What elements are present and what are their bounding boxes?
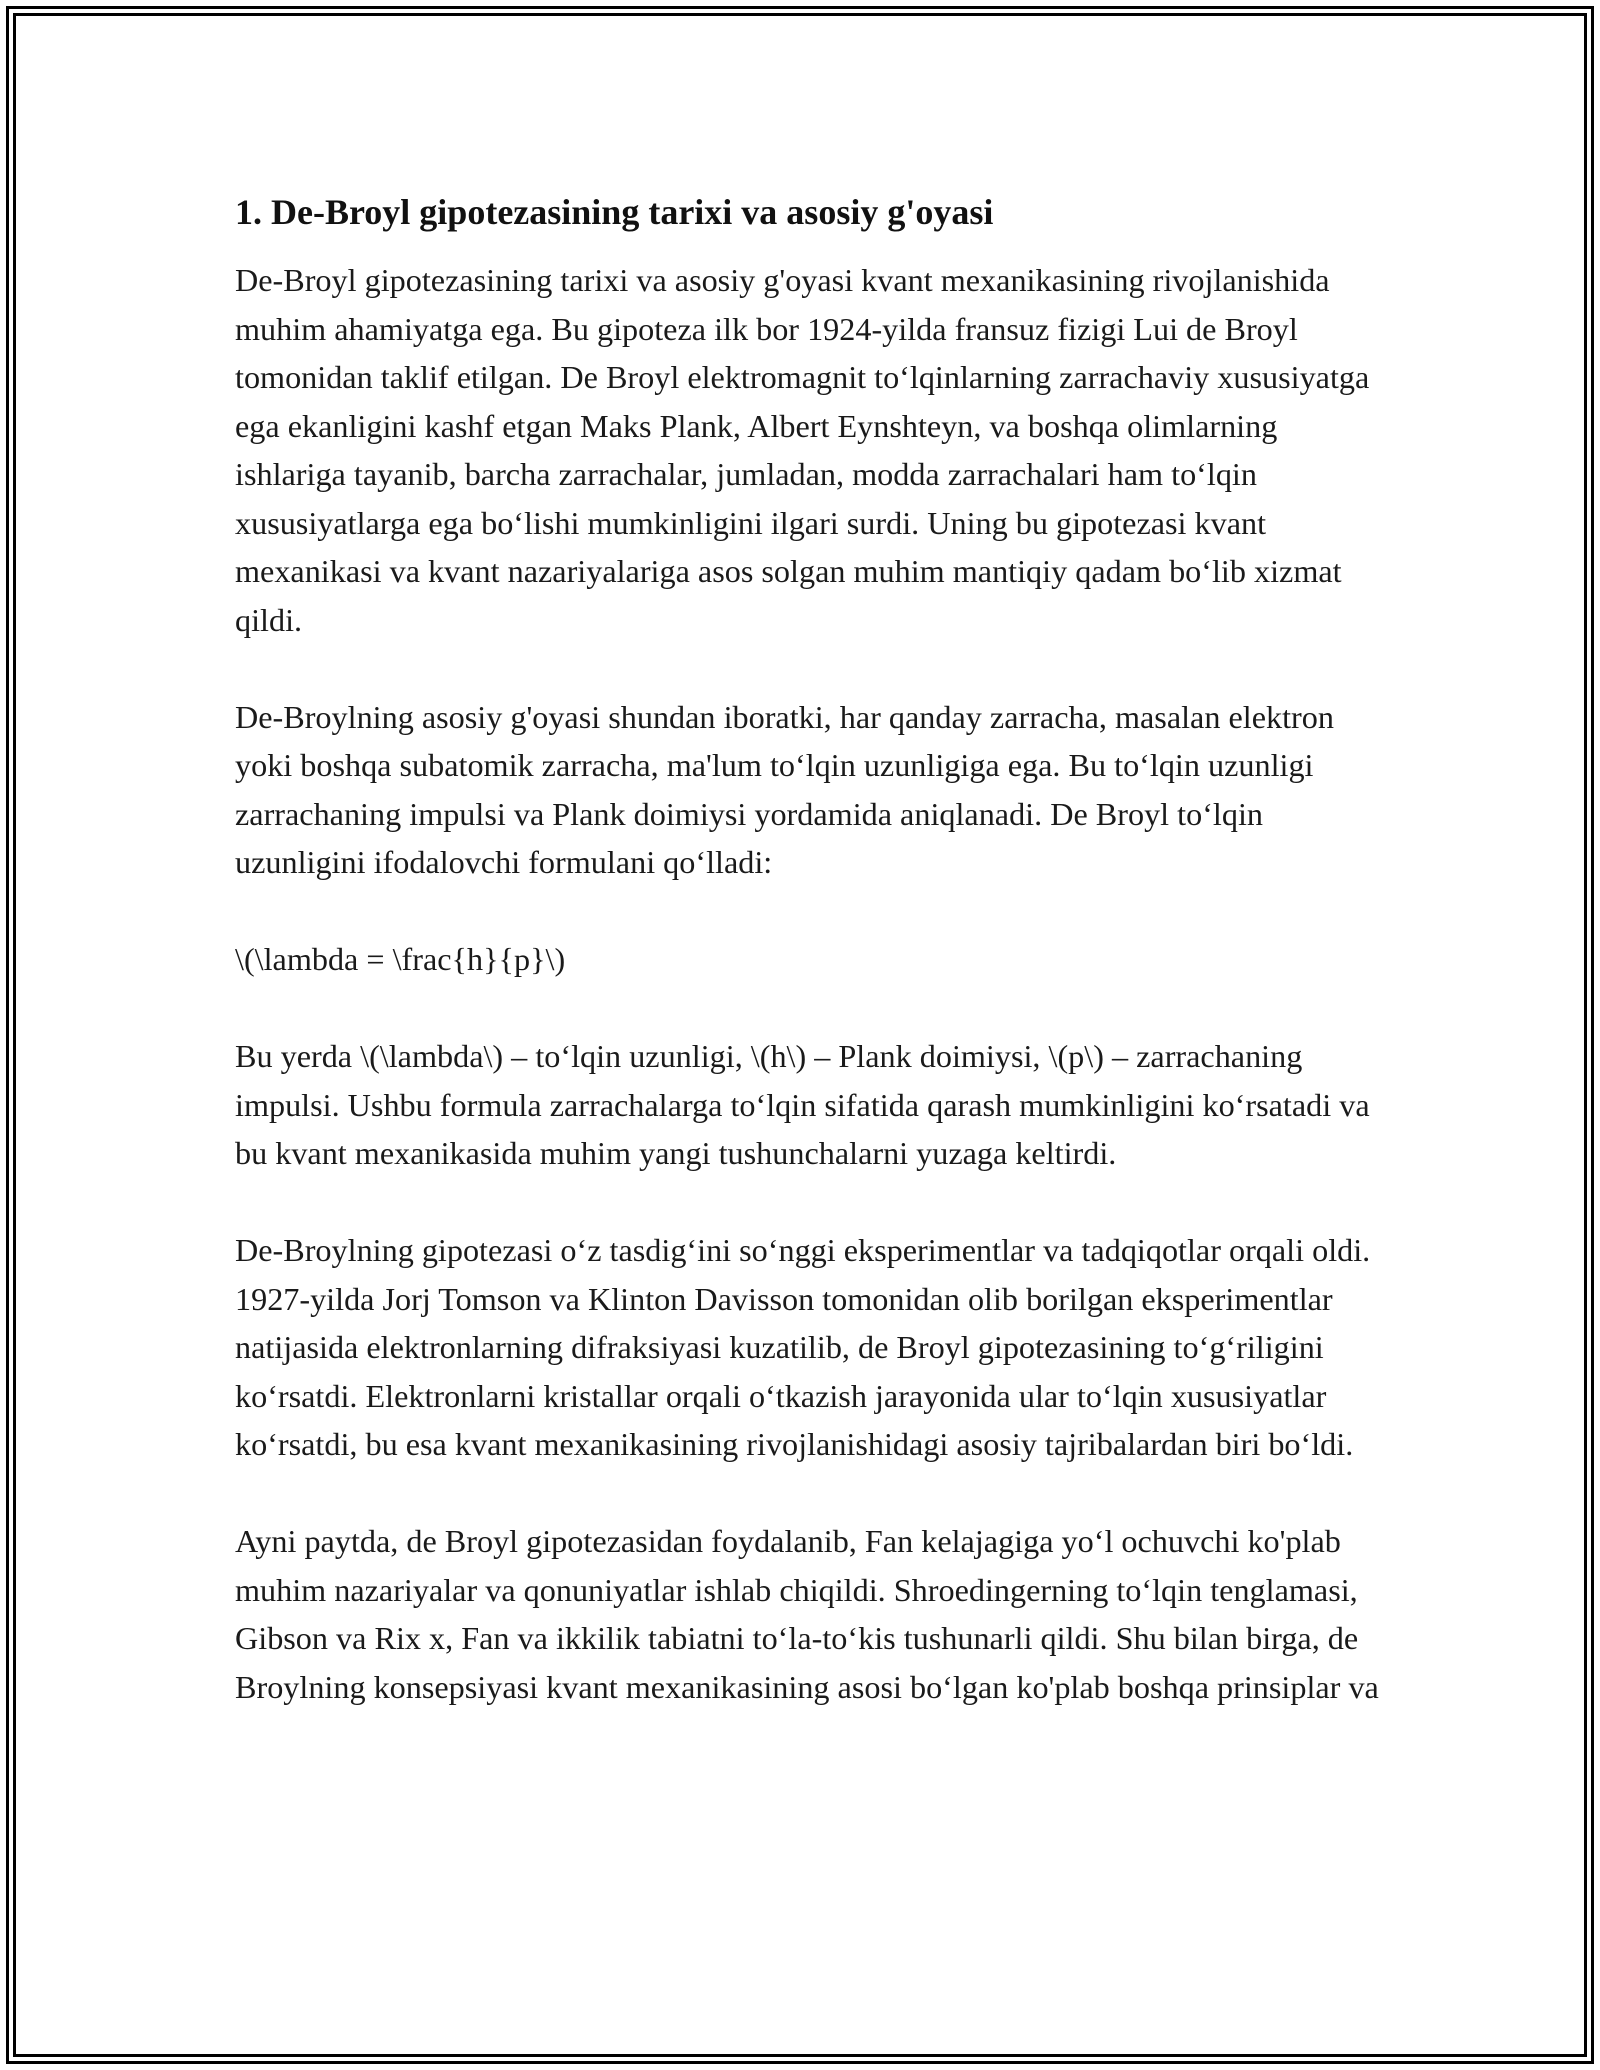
- paragraph-consequences: Ayni paytda, de Broyl gipotezasidan foydalanib, Fan kelajagiga yo‘l ochuvchi ko'plab muhim nazariyalar va qonuniyatlar ishlab chiqildi. Shroedingerning to‘lqin tenglamasi, Gibson va Rix x, Fan va ikkilik tabiatni to‘la-to‘kis tushunarli qildi. Shu bilan birga, de Broylning konsepsiyasi kvant mexanikasining asosi bo‘lgan ko'plab boshqa prinsiplar va: [235, 1523, 1379, 1705]
- paragraph-main-idea: De-Broylning asosiy g'oyasi shundan iboratki, har qanday zarracha, masalan elektron yoki boshqa subatomik zarracha, ma'lum to‘lqin uzunligiga ega. Bu to‘lqin uzunligi zarrachaning impulsi va Plank doimiysi yordamida aniqlanadi. De Broyl to‘lqin uzunligini ifodalovchi formulani qo‘lladi:: [235, 698, 1334, 880]
- paragraph-formula-explanation: Bu yerda \(\lambda\) – to‘lqin uzunligi, \(h\) – Plank doimiysi, \(p\) – zarrachaning impulsi. Ushbu formula zarrachalarga to‘lqin sifatida qarash mumkinligini ko‘rsatadi va bu kvant mexanikasida muhim yangi tushunchalarni yuzaga keltirdi.: [235, 1038, 1370, 1171]
- paragraph-history: De-Broyl gipotezasining tarixi va asosiy g'oyasi kvant mexanikasining rivojlanishida muhim ahamiyatga ega. Bu gipoteza ilk bor 1924-yilda fransuz fizigi Lui de Broyl tomonidan taklif etilgan. De Broyl elektromagnit to‘lqinlarning zarrachaviy xususiyatga ega ekanligini kashf etgan Maks Plank, Albert Eynshteyn, va boshqa olimlarning ishlariga tayanib, barcha zarrachalar, jumladan, modda zarrachalari ham to‘lqin xususiyatlarga ega bo‘lishi mumkinligini ilgari surdi. Uning bu gipotezasi kvant mexanikasi va kvant nazariyalariga asos solgan muhim mantiqiy qadam bo‘lib xizmat qildi.: [235, 262, 1370, 638]
- document-body: [235, 188, 1385, 1760]
- paragraph-experimental-confirmation: De-Broylning gipotezasi o‘z tasdig‘ini so‘nggi eksperimentlar va tadqiqotlar orqali oldi. 1927-yilda Jorj Tomson va Klinton Davisson tomonidan olib borilgan eksperimentlar natijasida elektronlarning difraksiyasi kuzatilib, de Broyl gipotezasining to‘g‘riligini ko‘rsatdi. Elektronlarni kristallar orqali o‘tkazish jarayonida ular to‘lqin xususiyatlar ko‘rsatdi, bu esa kvant mexanikasining rivojlanishidagi asosiy tajribalardan biri bo‘ldi.: [235, 1232, 1371, 1462]
- formula-line: \(\lambda = \frac{h}{p}\): [235, 941, 566, 977]
- section-heading: 1. De-Broyl gipotezasining tarixi va asosiy g'oyasi: [235, 192, 994, 232]
